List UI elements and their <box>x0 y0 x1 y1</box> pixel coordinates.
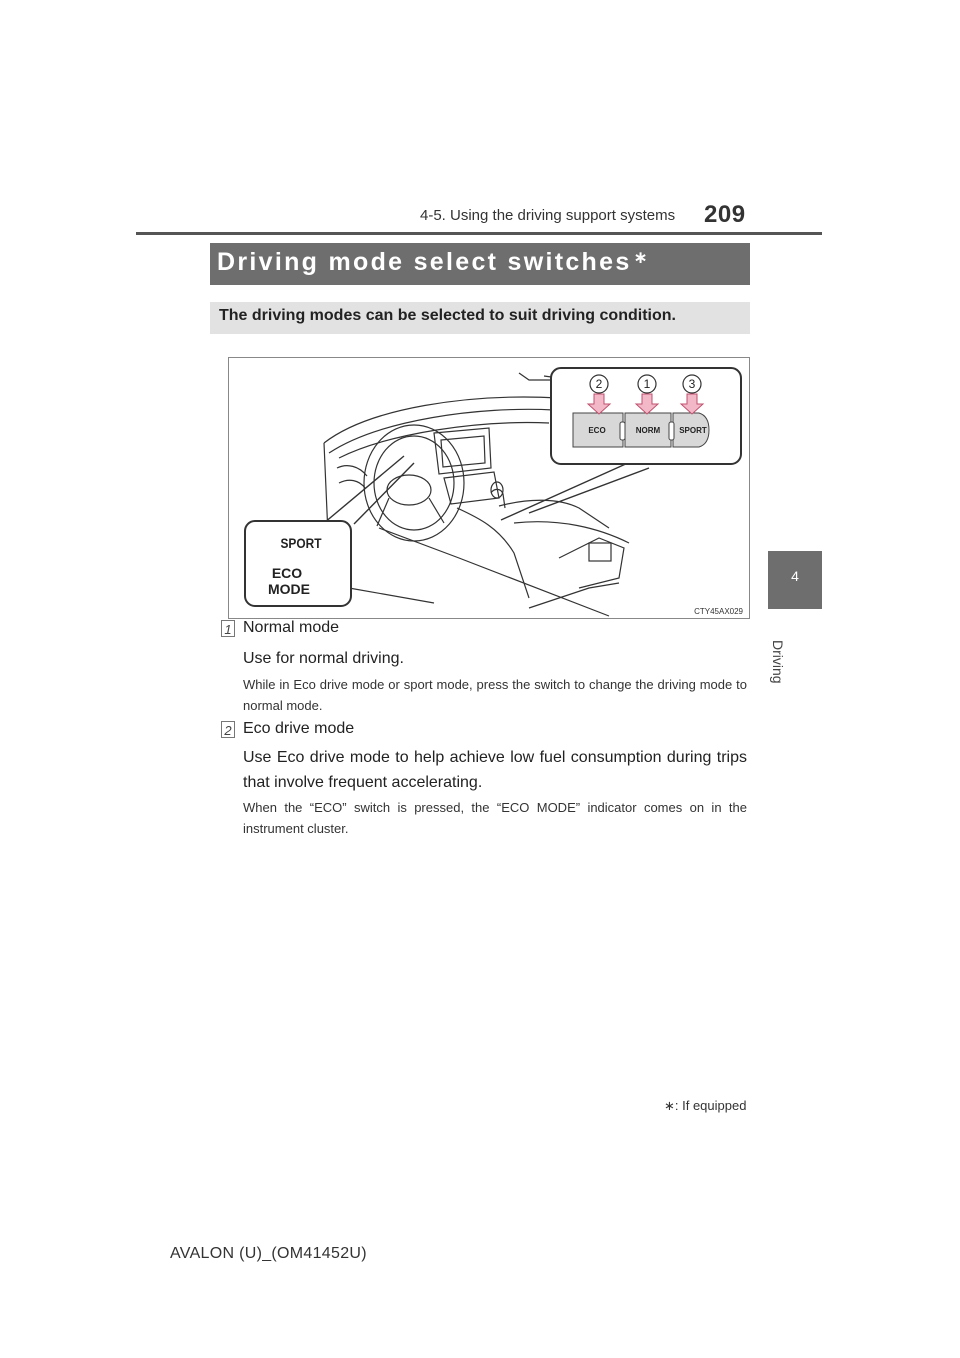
item-title-normal-mode: Normal mode <box>243 619 340 636</box>
page-number: 209 <box>704 201 746 228</box>
chapter-number: 4 <box>791 568 799 584</box>
eco-button-label: ECO <box>588 426 606 435</box>
callout-label-2: 2 <box>595 377 603 391</box>
item-title-eco-drive-mode: Eco drive mode <box>243 720 355 737</box>
callout-label-1: 1 <box>643 377 651 391</box>
running-header-section: 4-5. Using the driving support systems <box>420 207 676 224</box>
dashboard-drawing <box>229 358 751 620</box>
item-body-eco-drive-mode: Use Eco drive mode to help achieve low fuel consumption during trips that involve frequent accelerating. <box>243 749 747 791</box>
section-title-text: Driving mode select switches <box>217 248 632 276</box>
callout-label-3: 3 <box>688 377 696 391</box>
sport-button-label: SPORT <box>679 426 707 435</box>
section-title <box>217 248 648 277</box>
if-equipped-footnote: ∗: If equipped <box>664 1098 747 1113</box>
header-rule <box>136 232 822 235</box>
item-note-eco-drive-mode: When the “ECO” switch is pressed, the “ECO MODE” indicator comes on in the instrument cluster. <box>243 800 747 836</box>
intro-text: The driving modes can be selected to suit driving condition. <box>219 307 676 324</box>
manual-code-footer: AVALON (U)_(OM41452U) <box>170 1245 367 1262</box>
item-number-badge: 2 <box>221 721 235 738</box>
inset-sport-label: SPORT <box>280 535 322 552</box>
item-note-normal-mode: While in Eco drive mode or sport mode, press the switch to change the driving mode to normal mode. <box>243 677 747 713</box>
norm-button-label: NORM <box>635 426 661 435</box>
item-number-badge: 1 <box>221 620 235 637</box>
dashboard-illustration <box>228 357 750 619</box>
inset-eco-label: ECO <box>271 565 303 581</box>
figure-code: CTY45AX029 <box>694 607 743 616</box>
item-body-normal-mode: Use for normal driving. <box>243 650 404 667</box>
chapter-label: Driving <box>770 640 786 684</box>
if-equipped-marker: ∗ <box>633 248 648 267</box>
inset-mode-label: MODE <box>268 581 310 597</box>
